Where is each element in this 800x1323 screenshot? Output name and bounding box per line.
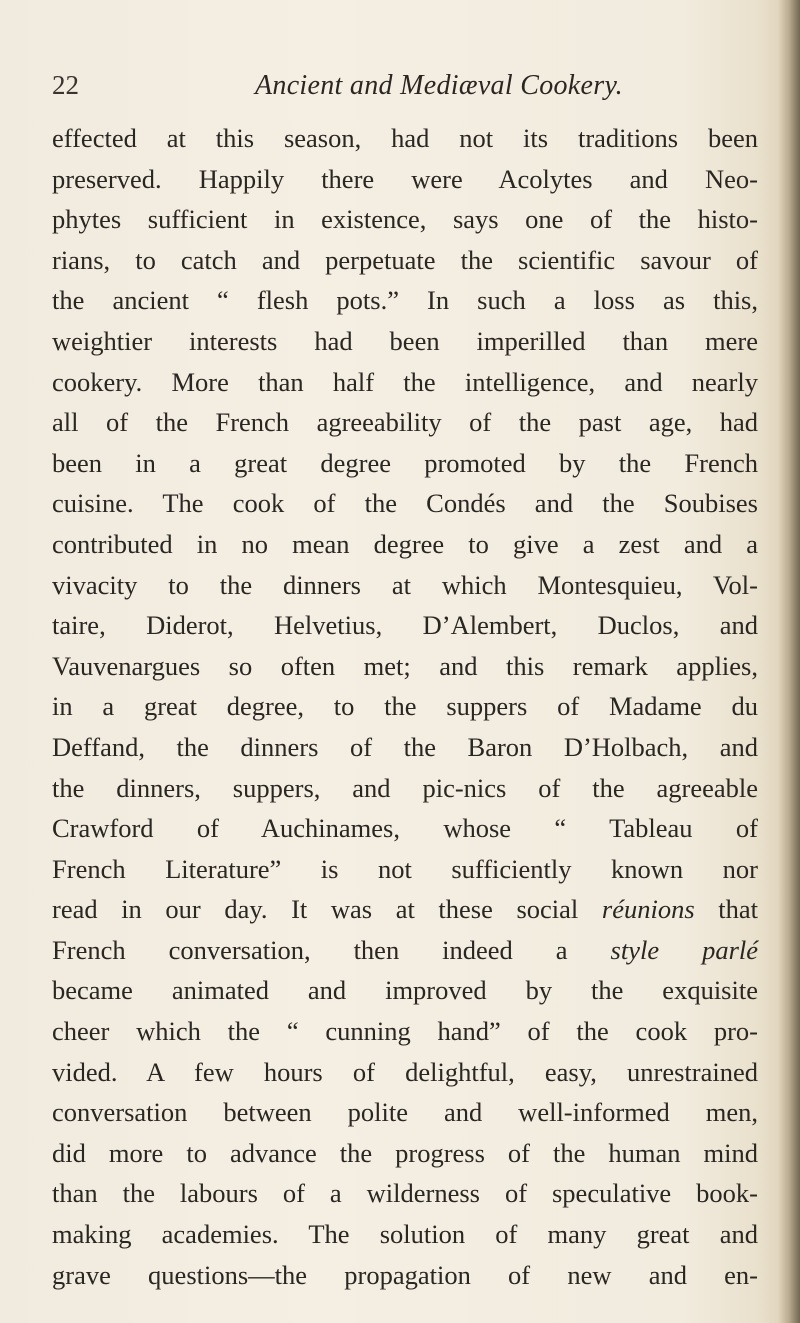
text-line: Deffand, the dinners of the Baron D’Holbach, and — [52, 731, 758, 762]
text-line: in a great degree, to the suppers of Madame du — [52, 691, 758, 722]
text-line: vivacity to the dinners at which Montesquieu, Vol- — [52, 569, 758, 600]
text-line: cheer which the “ cunning hand” of the cook pro- — [52, 1016, 758, 1047]
text-line: cuisine. The cook of the Condés and the Soubises — [52, 488, 758, 519]
text-line: cookery. More than half the intelligence, and nearly — [52, 366, 758, 397]
text-line: rians, to catch and perpetuate the scientific savour of — [52, 244, 758, 275]
text-line: than the labours of a wilderness of speculative book- — [52, 1178, 758, 1209]
running-head: Ancient and Mediæval Cookery. — [255, 70, 623, 101]
text-line: did more to advance the progress of the human mind — [52, 1137, 758, 1168]
text-line: French Literature” is not sufficiently known nor — [52, 853, 758, 884]
text-line: the dinners, suppers, and pic-nics of the agreeable — [52, 772, 758, 803]
text-line-with-italic — [52, 930, 758, 971]
text-line: grave questions—the propagation of new and en- — [52, 1259, 758, 1290]
body-text — [52, 118, 758, 1295]
text-line: conversation between polite and well-informed men, — [52, 1097, 758, 1128]
text-segment: that — [694, 894, 758, 925]
text-line-with-italic — [52, 889, 758, 930]
text-line: became animated and improved by the exquisite — [52, 975, 758, 1006]
italic-phrase: réunions — [601, 894, 695, 925]
text-line: effected at this season, had not its traditions been — [52, 123, 758, 153]
text-segment: read in our day. It was at these social — [52, 894, 602, 925]
text-line: contributed in no mean degree to give a zest and a — [52, 528, 758, 559]
text-line: phytes sufficient in existence, says one of the histo- — [52, 204, 758, 235]
italic-phrase: style parlé — [610, 934, 759, 965]
page-number: 22 — [52, 70, 79, 100]
text-line: Vauvenargues so often met; and this remark applies, — [52, 650, 758, 681]
text-line: all of the French agreeability of the past age, had — [52, 407, 758, 438]
page-header — [52, 70, 752, 110]
text-segment: French conversation, then indeed a — [52, 934, 611, 965]
text-line: the ancient “ flesh pots.” In such a loss as this, — [52, 285, 758, 316]
text-line: taire, Diderot, Helvetius, D’Alembert, Duclos, and — [52, 610, 758, 641]
text-line: preserved. Happily there were Acolytes and Neo- — [52, 163, 758, 194]
text-line: vided. A few hours of delightful, easy, unrestrained — [52, 1056, 758, 1087]
text-line: making academies. The solution of many great and — [52, 1219, 758, 1250]
text-line: Crawford of Auchinames, whose “ Tableau of — [52, 813, 758, 844]
text-line: weightier interests had been imperilled than mere — [52, 325, 758, 356]
page-binding-shadow — [778, 0, 800, 1323]
text-line: been in a great degree promoted by the French — [52, 447, 758, 478]
